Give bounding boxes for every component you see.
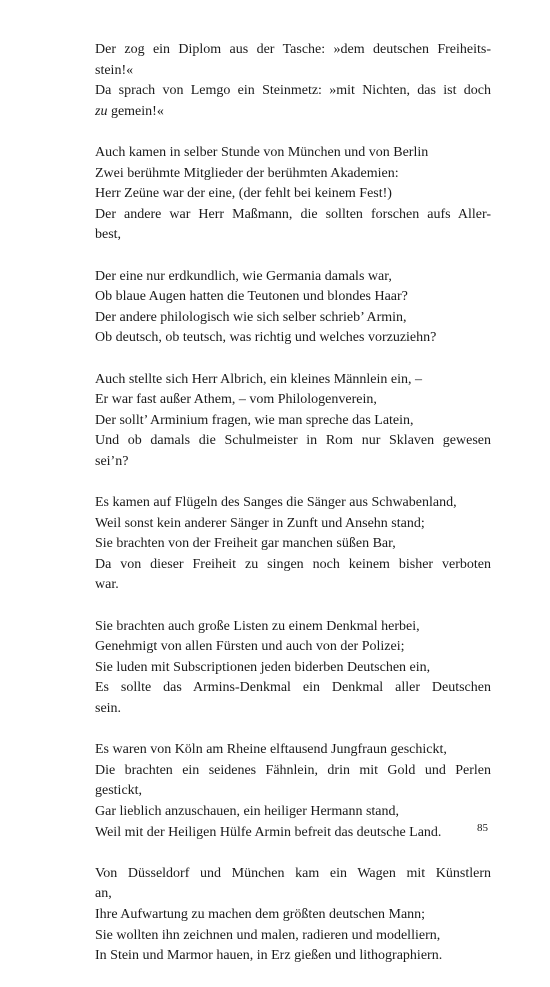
line-text: Der andere war Herr Maßmann, die sollten forschen aufs Aller- bbox=[95, 206, 491, 222]
line-text: Zwei berühmte Mitglieder der berühmten Akademien: bbox=[95, 165, 399, 181]
verse-line bbox=[95, 452, 491, 473]
line-text: sei’n? bbox=[95, 453, 129, 469]
line-text: Ihre Aufwartung zu machen dem größten deutschen Mann; bbox=[95, 906, 426, 922]
line-text: Die brachten ein seidenes Fähnlein, drin mit Gold und Perlen bbox=[95, 762, 491, 778]
verse-line bbox=[95, 390, 491, 411]
verse-line bbox=[95, 946, 491, 967]
line-text: war. bbox=[95, 577, 119, 593]
stanza bbox=[95, 864, 491, 967]
stanza bbox=[95, 740, 491, 843]
poem-body bbox=[95, 40, 491, 967]
line-text: Sie brachten auch große Listen zu einem Denkmal herbei, bbox=[95, 618, 420, 634]
line-text: Sie brachten von der Freiheit gar manchen süßen Bar, bbox=[95, 536, 396, 552]
line-text: an, bbox=[95, 886, 112, 902]
verse-line bbox=[95, 411, 491, 432]
stanza bbox=[95, 370, 491, 473]
line-text: Der eine nur erdkundlich, wie Germania damals war, bbox=[95, 268, 392, 284]
line-text: Auch stellte sich Herr Albrich, ein kleines Männlein ein, – bbox=[95, 371, 422, 387]
line-text: Der zog ein Diplom aus der Tasche: »dem deutschen Freiheits- bbox=[95, 42, 491, 57]
verse-line bbox=[95, 431, 491, 452]
line-text: gemein!« bbox=[107, 103, 164, 119]
line-text: Sie luden mit Subscriptionen jeden biderben Deutschen ein, bbox=[95, 659, 431, 675]
verse-line bbox=[95, 40, 491, 61]
line-text: Der sollt’ Arminium fragen, wie man spreche das Latein, bbox=[95, 412, 414, 428]
verse-line bbox=[95, 184, 491, 205]
line-text: Genehmigt von allen Fürsten und auch von der Polizei; bbox=[95, 639, 405, 655]
verse-line bbox=[95, 617, 491, 638]
verse-line bbox=[95, 370, 491, 391]
verse-line bbox=[95, 823, 491, 844]
verse-line bbox=[95, 267, 491, 288]
stanza bbox=[95, 617, 491, 720]
line-text: Herr Zeüne war der eine, (der fehlt bei keinem Fest!) bbox=[95, 186, 392, 202]
verse-line bbox=[95, 802, 491, 823]
line-text: Auch kamen in selber Stunde von München und von Berlin bbox=[95, 144, 429, 160]
verse-line bbox=[95, 761, 491, 782]
line-text: Gar lieblich anzuschauen, ein heiliger Hermann stand, bbox=[95, 803, 399, 819]
stanza bbox=[95, 267, 491, 349]
verse-line bbox=[95, 102, 491, 123]
verse-line bbox=[95, 575, 491, 596]
verse-line bbox=[95, 534, 491, 555]
line-text: Da sprach von Lemgo ein Steinmetz: »mit Nichten, das ist doch bbox=[95, 83, 491, 99]
line-text: Ob deutsch, ob teutsch, was richtig und welches vorzuziehn? bbox=[95, 330, 437, 346]
verse-line bbox=[95, 81, 491, 102]
line-text: Weil mit der Heiligen Hülfe Armin befreit das deutsche Land. bbox=[95, 824, 442, 840]
verse-line bbox=[95, 514, 491, 535]
verse-line bbox=[95, 864, 491, 885]
stanza bbox=[95, 40, 491, 122]
verse-line bbox=[95, 740, 491, 761]
verse-line bbox=[95, 555, 491, 576]
stanza bbox=[95, 143, 491, 246]
line-text: best, bbox=[95, 227, 122, 243]
poem-page bbox=[95, 40, 491, 987]
verse-line bbox=[95, 658, 491, 679]
verse-line bbox=[95, 328, 491, 349]
verse-line bbox=[95, 781, 491, 802]
verse-line bbox=[95, 308, 491, 329]
line-text: In Stein und Marmor hauen, in Erz gießen und lithographiern. bbox=[95, 948, 443, 964]
verse-line bbox=[95, 493, 491, 514]
line-text: Weil sonst kein anderer Sänger in Zunft und Ansehn stand; bbox=[95, 515, 425, 531]
line-text: sein. bbox=[95, 701, 122, 716]
verse-line bbox=[95, 61, 491, 82]
verse-line bbox=[95, 143, 491, 164]
line-text: Es waren von Köln am Rheine elftausend Jungfraun geschickt, bbox=[95, 742, 447, 758]
verse-line bbox=[95, 678, 491, 699]
verse-line bbox=[95, 699, 491, 720]
verse-line bbox=[95, 225, 491, 246]
verse-line bbox=[95, 205, 491, 226]
line-text: Der andere philologisch wie sich selber schrieb’ Armin, bbox=[95, 309, 407, 325]
line-text: Er war fast außer Athem, – vom Philologenverein, bbox=[95, 392, 377, 408]
line-text: Ob blaue Augen hatten die Teutonen und blondes Haar? bbox=[95, 289, 408, 305]
line-text: Und ob damals die Schulmeister in Rom nur Sklaven gewesen bbox=[95, 433, 491, 449]
verse-line bbox=[95, 884, 491, 905]
line-text: Es sollte das Armins-Denkmal ein Denkmal aller Deutschen bbox=[95, 680, 491, 696]
line-text: gestickt, bbox=[95, 783, 143, 799]
page-number: 85 bbox=[477, 822, 488, 834]
verse-line bbox=[95, 287, 491, 308]
line-text: Sie wollten ihn zeichnen und malen, radieren und modelliern, bbox=[95, 927, 441, 943]
stanza bbox=[95, 493, 491, 596]
line-text: Da von dieser Freiheit zu singen noch keinem bisher verboten bbox=[95, 556, 491, 572]
verse-line bbox=[95, 164, 491, 185]
line-text: Von Düsseldorf und München kam ein Wagen mit Künstlern bbox=[95, 865, 491, 881]
line-text: stein!« bbox=[95, 62, 134, 78]
line-text: Es kamen auf Flügeln des Sanges die Sänger aus Schwabenland, bbox=[95, 495, 457, 511]
verse-line bbox=[95, 637, 491, 658]
emphasis: zu bbox=[95, 103, 108, 119]
verse-line bbox=[95, 926, 491, 947]
verse-line bbox=[95, 905, 491, 926]
